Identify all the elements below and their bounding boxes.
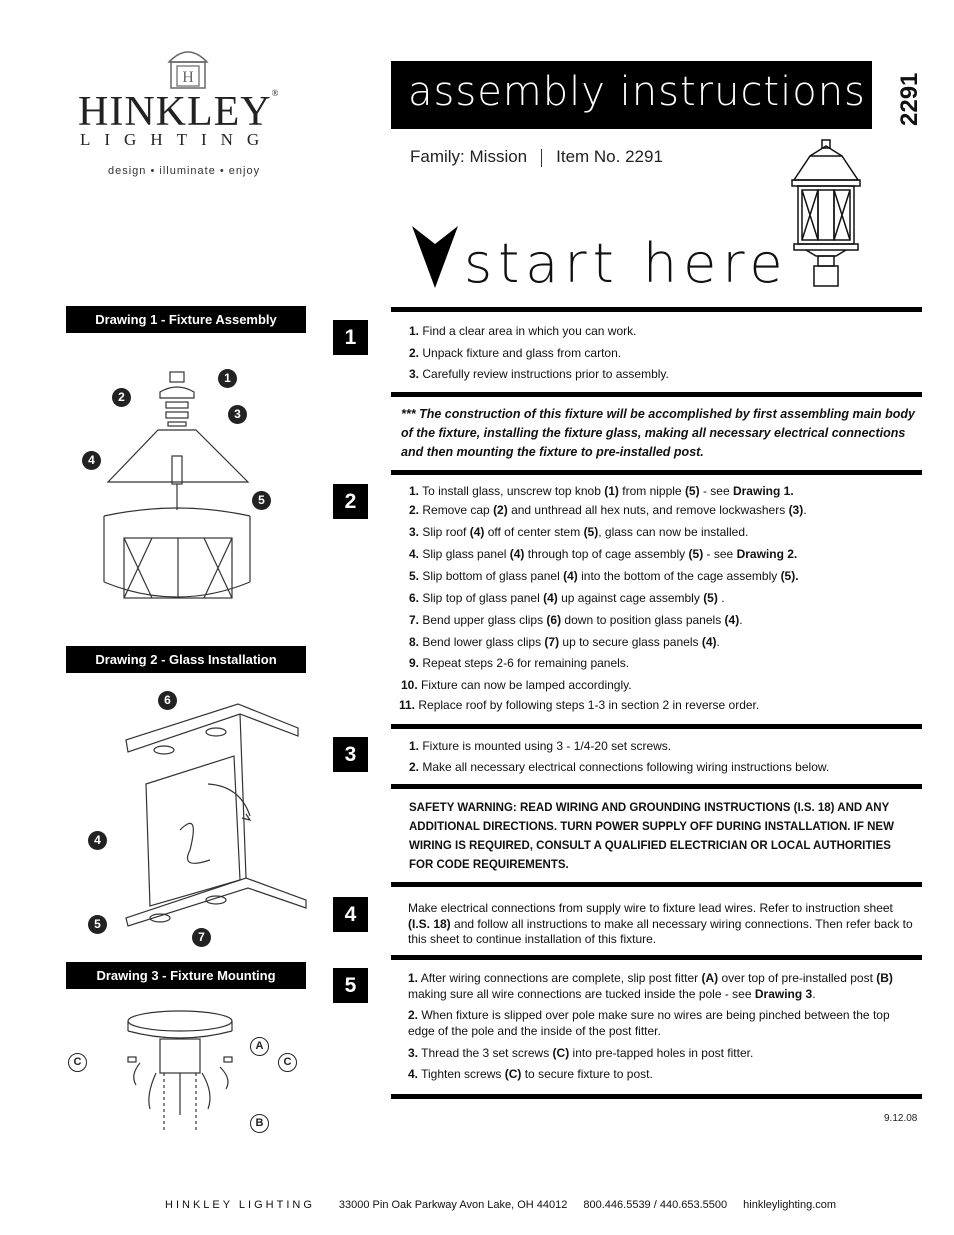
step-5-item: 3. Thread the 3 set screws (C) into pre-tapped holes in post fitter. bbox=[408, 1046, 754, 1060]
step-1-badge: 1 bbox=[333, 320, 368, 355]
step-2-item: 6. Slip top of glass panel (4) up against cage assembly (5) . bbox=[409, 591, 725, 605]
callout-B: B bbox=[250, 1114, 269, 1133]
family-item-line: Family: Mission Item No. 2291 bbox=[410, 147, 663, 166]
callout-6: 6 bbox=[158, 691, 177, 710]
footer bbox=[165, 1199, 836, 1211]
construction-note: *** The construction of this fixture will be accomplished by first assembling main body of the fixture, installing the fixture glass, making all necessary electrical connections and then mounting the fixture to pre-installed post. bbox=[401, 407, 915, 459]
drawing-2-glass-installation-diagram bbox=[110, 700, 310, 936]
drawing-3-label: Drawing 3 - Fixture Mounting bbox=[66, 962, 306, 989]
section-rule bbox=[391, 955, 922, 960]
logo-tagline: design • illuminate • enjoy bbox=[108, 165, 261, 177]
svg-text:H: H bbox=[182, 69, 194, 86]
title-bar bbox=[391, 61, 872, 129]
logo-subtitle: LIGHTING bbox=[80, 130, 274, 149]
step-2-item: 7. Bend upper glass clips (6) down to position glass panels (4). bbox=[409, 613, 743, 627]
callout-5b: 5 bbox=[88, 915, 107, 934]
step-5-item: 1. After wiring connections are complete, slip post fitter (A) over top of pre-installed post (B) making sure all wire connections are tucked inside the pole - see Drawing 3. bbox=[408, 971, 893, 1001]
drawing-2-label: Drawing 2 - Glass Installation bbox=[66, 646, 306, 673]
step-3-item: 1. Fixture is mounted using 3 - 1/4-20 set screws. bbox=[409, 739, 672, 753]
start-here-heading: start here bbox=[464, 232, 789, 295]
callout-A: A bbox=[250, 1037, 269, 1056]
section-rule bbox=[391, 882, 922, 887]
step-2-item: 4. Slip glass panel (4) through top of cage assembly (5) - see Drawing 2. bbox=[409, 547, 798, 561]
callout-4: 4 bbox=[82, 451, 101, 470]
step-2-item: 10. Fixture can now be lamped accordingly. bbox=[401, 678, 632, 692]
footer-website[interactable]: hinkleylighting.com bbox=[743, 1199, 837, 1211]
revision-date: 9.12.08 bbox=[884, 1113, 918, 1124]
step-5-item: 4. Tighten screws (C) to secure fixture to post. bbox=[408, 1067, 653, 1081]
step-4-badge: 4 bbox=[333, 897, 368, 932]
callout-3: 3 bbox=[228, 405, 247, 424]
logo-lantern-icon bbox=[163, 44, 213, 90]
step-1-item: 3. Carefully review instructions prior to assembly. bbox=[409, 367, 669, 381]
callout-7: 7 bbox=[192, 928, 211, 947]
step-2-item: 11. Replace roof by following steps 1-3 in section 2 in reverse order. bbox=[399, 698, 760, 712]
step-1-item: 2. Unpack fixture and glass from carton. bbox=[409, 346, 622, 360]
callout-1: 1 bbox=[218, 369, 237, 388]
step-2-item: 3. Slip roof (4) off of center stem (5), glass can now be installed. bbox=[409, 525, 749, 539]
section-rule bbox=[391, 470, 922, 475]
step-2-item: 2. Remove cap (2) and unthread all hex nuts, and remove lockwashers (3). bbox=[409, 503, 807, 517]
callout-5: 5 bbox=[252, 491, 271, 510]
footer-address: 33000 Pin Oak Parkway Avon Lake, OH 44012 bbox=[338, 1199, 568, 1211]
step-3-item: 2. Make all necessary electrical connections following wiring instructions below. bbox=[409, 760, 830, 774]
drawing-1-label: Drawing 1 - Fixture Assembly bbox=[66, 306, 306, 333]
footer-brand: HINKLEY LIGHTING bbox=[165, 1199, 315, 1211]
step-5-badge: 5 bbox=[333, 968, 368, 1003]
arrow-down-icon bbox=[412, 226, 458, 288]
callout-C-right: C bbox=[278, 1053, 297, 1072]
step-1-item: 1. Find a clear area in which you can work. bbox=[409, 324, 637, 338]
section-rule bbox=[391, 724, 922, 729]
section-rule bbox=[391, 784, 922, 789]
callout-C-left: C bbox=[68, 1053, 87, 1072]
logo-wordmark: HINKLEY® bbox=[78, 88, 280, 135]
section-rule bbox=[391, 392, 922, 397]
step-2-item: 5. Slip bottom of glass panel (4) into the bottom of the cage assembly (5). bbox=[409, 569, 799, 583]
footer-phone: 800.446.5539 / 440.653.5500 bbox=[583, 1199, 728, 1211]
step-2-item: 1. To install glass, unscrew top knob (1) from nipple (5) - see Drawing 1. bbox=[409, 484, 794, 498]
step-2-item: 8. Bend lower glass clips (7) up to secure glass panels (4). bbox=[409, 635, 720, 649]
step-3-badge: 3 bbox=[333, 737, 368, 772]
step-5-item: 2. When fixture is slipped over pole make sure no wires are being pinched between the top edge of the pole and the inside of the post fitter. bbox=[408, 1008, 890, 1038]
callout-2: 2 bbox=[112, 388, 131, 407]
item-number-vertical: 2291 bbox=[896, 72, 923, 126]
step-2-badge: 2 bbox=[333, 484, 368, 519]
product-lantern-image bbox=[788, 138, 864, 288]
section-rule bbox=[391, 307, 922, 312]
step-4-text: Make electrical connections from supply wire to fixture lead wires. Refer to instruction sheet (I.S. 18) and follow all instructions to make all necessary wiring connections. Then refer back to this sheet to continue installation of this fixture. bbox=[408, 901, 913, 946]
callout-4b: 4 bbox=[88, 831, 107, 850]
page-title: assembly instructions bbox=[408, 69, 866, 115]
step-2-item: 9. Repeat steps 2-6 for remaining panels. bbox=[409, 656, 630, 670]
safety-warning: SAFETY WARNING: READ WIRING AND GROUNDING INSTRUCTIONS (I.S. 18) AND ANY ADDITIONAL DIRECTIONS. TURN POWER SUPPLY OFF DURING INSTALLATION. IF NEW WIRING IS REQUIRED, CONSULT A QUALIFIED ELECTRICIAN OR LOCAL AUTHORITIES FOR CODE REQUIREMENTS. bbox=[409, 802, 894, 871]
section-rule bbox=[391, 1094, 922, 1099]
